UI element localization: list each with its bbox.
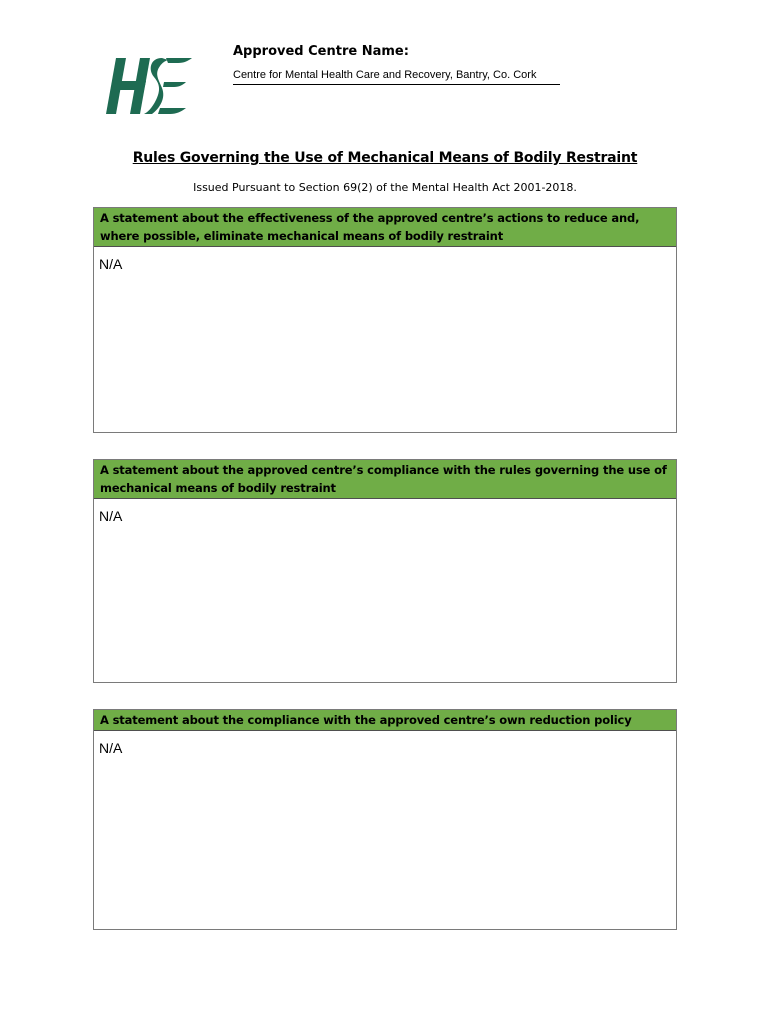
hse-logo	[104, 50, 196, 120]
section-response-field[interactable]: N/A	[99, 508, 123, 524]
centre-name-field[interactable]: Centre for Mental Health Care and Recovery, Bantry, Co. Cork	[233, 69, 560, 85]
section-heading: A statement about the approved centre’s compliance with the rules governing the use of mechanical means of bodily restraint	[94, 460, 676, 499]
hse-logo-mark	[104, 50, 196, 120]
section-heading: A statement about the effectiveness of the approved centre’s actions to reduce and, where possible, eliminate mechanical means of bodily restraint	[94, 208, 676, 247]
section-effectiveness-statement	[93, 207, 677, 433]
document-subtitle: Issued Pursuant to Section 69(2) of the Mental Health Act 2001-2018.	[193, 181, 577, 194]
section-response-field[interactable]: N/A	[99, 740, 123, 756]
centre-name-label: Approved Centre Name:	[233, 44, 409, 59]
section-heading: A statement about the compliance with the approved centre’s own reduction policy	[94, 710, 676, 731]
section-reduction-policy-statement	[93, 709, 677, 930]
section-response-field[interactable]: N/A	[99, 256, 123, 272]
document-title: Rules Governing the Use of Mechanical Means of Bodily Restraint	[132, 150, 638, 166]
section-compliance-rules-statement	[93, 459, 677, 683]
